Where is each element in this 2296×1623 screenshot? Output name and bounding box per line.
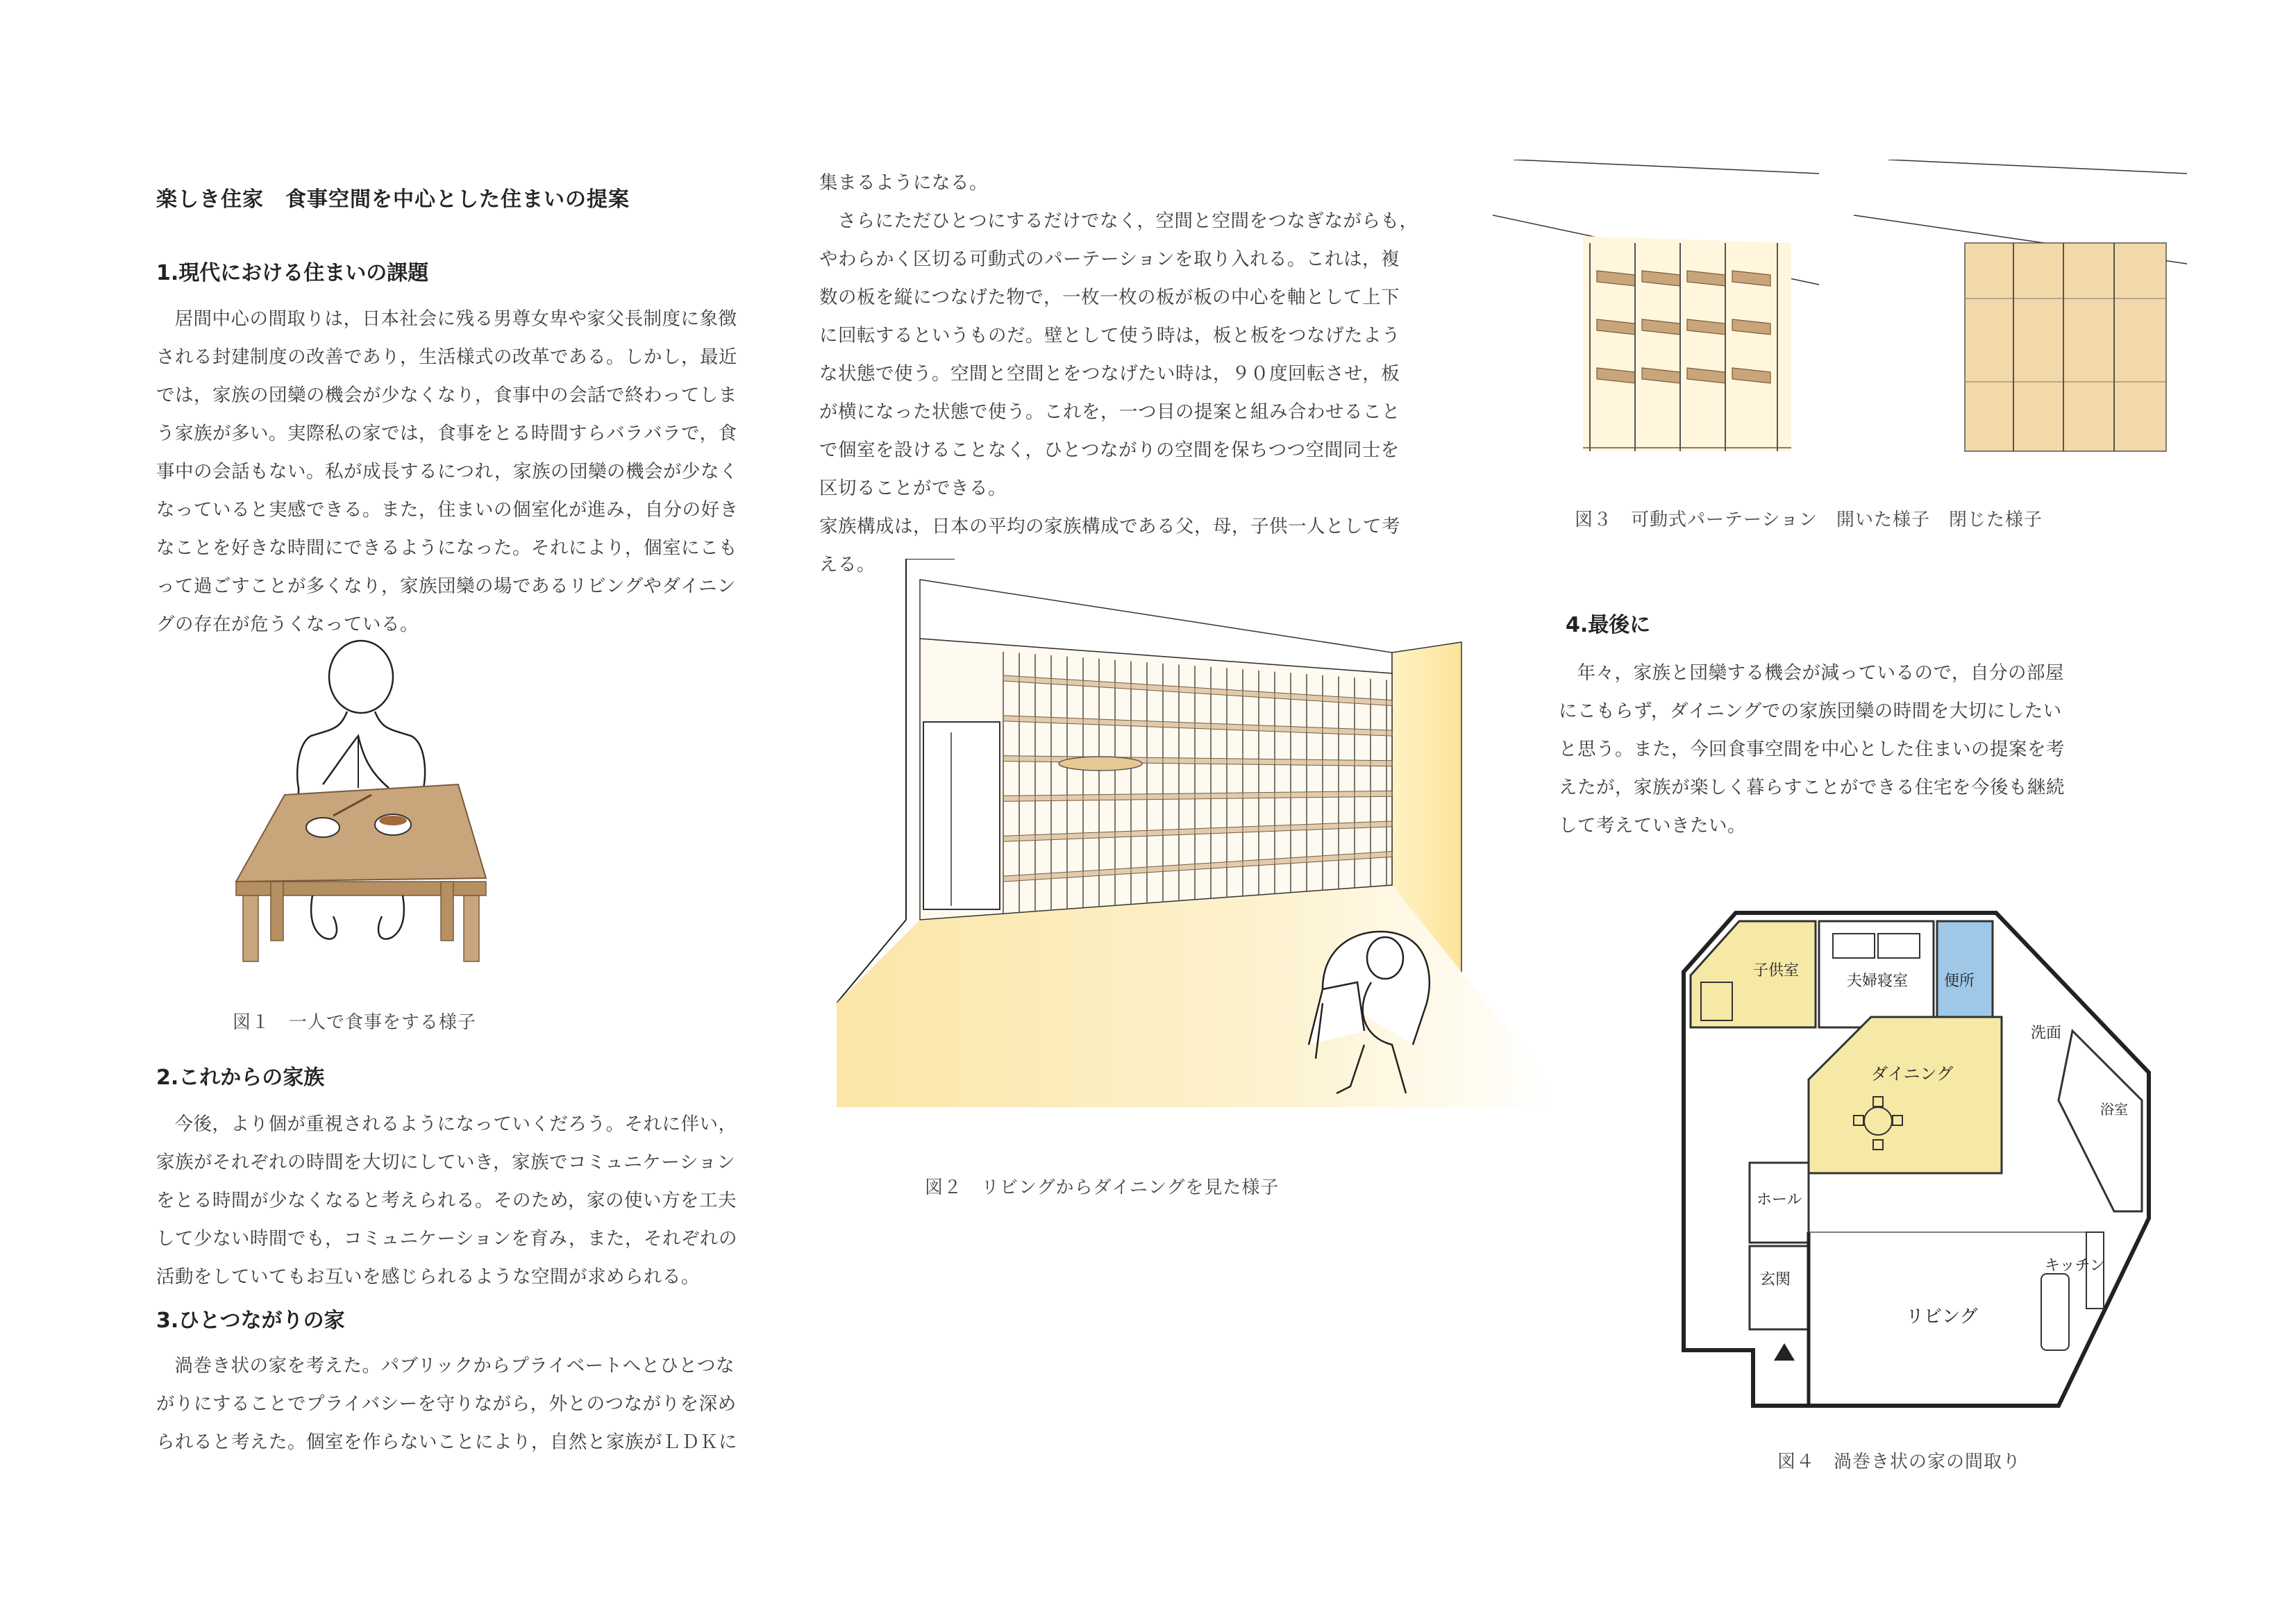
text-line: って過ごすことが多くなり，家族団欒の場であるリビングやダイニン [156, 575, 736, 597]
person-head [329, 641, 393, 713]
text-line: 年々，家族と団欒する機会が減っているので，自分の部屋 [1577, 662, 2064, 684]
text-line: 活動をしていてもお互いを感じられるような空間が求められる。 [156, 1266, 700, 1288]
text-line: 居間中心の間取りは，日本社会に残る男尊女卑や家父長制度に象徴 [174, 308, 737, 330]
section-body-4 [1559, 654, 2170, 845]
text-line: にこもらず，ダイニングでの家族団欒の時間を大切にしたい [1559, 700, 2062, 722]
text-line: なことを好きな時間にできるようになった。それにより，個室にこも [156, 537, 737, 559]
text-line: では，家族の団欒の機会が少なくなり，食事中の会話で終わってしま [156, 385, 737, 406]
label-dining: ダイニング [1871, 1064, 1954, 1084]
rice-bowl [306, 818, 340, 837]
text-line: で個室を設けることなく，ひとつながりの空間を保ちつつ空間同士を [819, 439, 1400, 461]
table-top [236, 784, 486, 882]
section-body-2 [156, 1105, 788, 1296]
label-living: リビング [1906, 1306, 1978, 1327]
label-hall: ホール [1757, 1191, 1802, 1209]
text-line: 集まるようになる。 [819, 172, 988, 194]
figure-2-caption: 図２ リビングからダイニングを見た様子 [925, 1177, 1280, 1198]
text-line: やわらかく区切る可動式のパーテーションを取り入れる。これは，複 [819, 249, 1400, 270]
text-line: して少ない時間でも，コミュニケーションを育み，また，それぞれの [156, 1228, 737, 1250]
text-line: な状態で使う。空間と空間とをつなげたい時は，９０度回転させ，板 [819, 363, 1400, 385]
text-line: 家族がそれぞれの時間を大切にしていき，家族でコミュニケーション [156, 1152, 736, 1173]
label-wash: 洗面 [2031, 1025, 2062, 1042]
section-heading-4: 4.最後に [1566, 613, 1651, 637]
figure-4-caption: 図４ 渦巻き状の家の間取り [1777, 1452, 2022, 1472]
text-line: に回転するというものだ。壁として使う時は，板と板をつなげたよう [819, 325, 1400, 346]
label-child: 子供室 [1753, 962, 1800, 979]
label-toilet: 便所 [1944, 973, 1975, 990]
section-heading-2: 2.これからの家族 [156, 1066, 325, 1090]
section-heading-3: 3.ひとつながりの家 [156, 1309, 345, 1333]
figure-4-floorplan [1670, 906, 2170, 1413]
text-line: 事中の会話もない。私が成長するにつれ，家族の団欒の機会が少なく [156, 461, 739, 482]
text-line: して考えていきたい。 [1559, 815, 1746, 836]
section-body-3 [156, 1347, 788, 1461]
label-couple: 夫婦寝室 [1847, 973, 1909, 990]
figure-1-caption: 図１ 一人で食事をする様子 [233, 1012, 477, 1033]
text-line: える。 [819, 554, 875, 575]
section-heading-1: 1.現代における住まいの課題 [156, 261, 429, 285]
figure-1-illustration [229, 639, 493, 965]
text-line: 渦巻き状の家を考えた。パブリックからプライベートへとひとつな [174, 1355, 735, 1377]
document-title: 楽しき住家 食事空間を中心とした住まいの提案 [156, 187, 630, 212]
text-line: う家族が多い。実際私の家では，食事をとる時間すらバラバラで，食 [156, 423, 737, 444]
text-line: えたが，家族が楽しく暮らすことができる住宅を今後も継続 [1559, 777, 2065, 798]
section-body-1 [156, 300, 788, 644]
text-line: さらにただひとつにするだけでなく，空間と空間をつなぎながらも， [837, 210, 1418, 232]
figure-3-caption: 図３ 可動式パーテーション 開いた様子 閉じた様子 [1575, 510, 2043, 530]
text-line: グの存在が危うくなっている。 [156, 614, 419, 635]
table-leg [243, 895, 258, 961]
text-line: 家族構成は，日本の平均の家族構成である父，母，子供一人として考 [819, 516, 1400, 537]
text-line: られると考えた。個室を作らないことにより，自然と家族がＬＤＫに [156, 1431, 737, 1453]
text-line: をとる時間が少なくなると考えられる。そのため，家の使い方を工夫 [156, 1190, 737, 1211]
partition-open [1493, 160, 1819, 451]
label-entrance: 玄関 [1760, 1271, 1791, 1288]
label-kitchen: キッチン [2045, 1257, 2105, 1275]
text-line: がりにすることでプライバシーを守りながら，外とのつながりを深め [156, 1393, 737, 1415]
partition-closed [1854, 160, 2187, 451]
section-body-3-continued [819, 164, 1458, 584]
text-line: 数の板を縦につなげた物で，一枚一枚の板が板の中心を軸として上下 [819, 287, 1400, 308]
door [923, 722, 1000, 909]
text-line: と思う。また，今回食事空間を中心とした住まいの提案を考 [1559, 739, 2065, 760]
text-line: なっていると実感できる。また，住まいの個室化が進み，自分の好き [156, 499, 739, 521]
figure-3-illustration [1493, 160, 2187, 486]
text-line: 区切ることができる。 [819, 478, 1007, 499]
text-line: される封建制度の改善であり，生活様式の改革である。しかし，最近 [156, 346, 737, 368]
figure-2-illustration [837, 559, 1559, 1107]
sofa [2041, 1274, 2069, 1350]
text-line: が横になった状態で使う。これを，一つ目の提案と組み合わせること [819, 401, 1400, 423]
text-line: 今後，より個が重視されるようになっていくだろう。それに伴い， [174, 1113, 737, 1135]
label-bath: 浴室 [2100, 1101, 2128, 1118]
table-leg [464, 895, 479, 961]
